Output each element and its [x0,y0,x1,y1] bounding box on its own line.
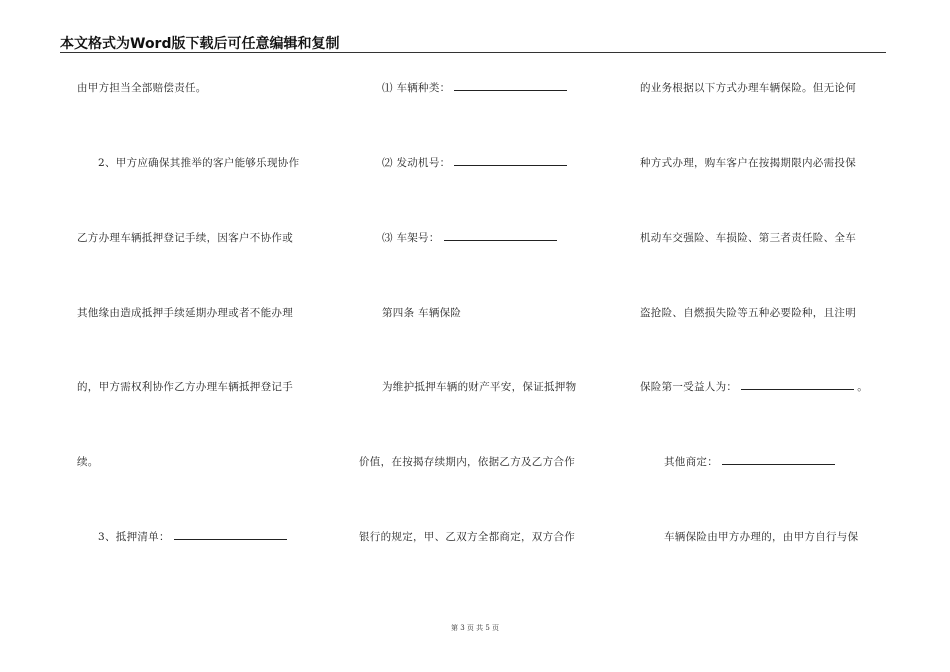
other-agreement-label: 其他商定： [664,456,718,468]
frame-number-label: ⑶ 车架号： [382,232,440,244]
mortgage-list-blank [174,530,287,540]
col1-line-6: 续。 [77,456,99,468]
header-divider [60,52,886,53]
col2-line-3 [382,230,557,245]
col3-line-6 [664,454,835,469]
col1-line-5: 的，甲方需权利协作乙方办理车辆抵押登记手 [77,381,293,393]
other-agreement-blank [722,455,835,465]
col1-line-4: 其他缘由造成抵押手续延期办理或者不能办理 [77,307,293,319]
col2-line-7: 银行的规定，甲、乙双方全都商定，双方合作 [359,531,575,543]
col3-line-7: 车辆保险由甲方办理的，由甲方自行与保 [664,531,859,543]
col1-line-3: 乙方办理车辆抵押登记手续，因客户不协作或 [77,232,293,244]
engine-number-blank [454,156,567,166]
mortgage-list-label: 3、抵押清单： [98,531,170,543]
vehicle-type-blank [454,81,567,91]
beneficiary-label: 保险第一受益人为： [640,381,738,393]
col3-line-5 [640,379,868,394]
beneficiary-blank [741,380,854,390]
col1-line-2: 2、甲方应确保其推举的客户能够乐现协作 [98,157,300,169]
page-number-footer: 第 3 页 共 5 页 [450,624,500,632]
col2-line-6: 价值，在按揭存续期内，依据乙方及乙方合作 [359,456,575,468]
beneficiary-period: 。 [857,381,869,393]
col2-line-4: 第四条 车辆保险 [382,307,462,319]
col2-line-2 [382,155,567,170]
col2-line-1 [382,80,567,95]
col2-line-5: 为维护抵押车辆的财产平安，保证抵押物 [382,381,577,393]
engine-number-label: ⑵ 发动机号： [382,157,451,169]
document-header-title: 本文格式为Word版下载后可任意编辑和复制 [60,36,340,52]
col3-line-2: 种方式办理，购车客户在按揭期限内必需投保 [640,157,856,169]
frame-number-blank [444,231,557,241]
col1-line-1: 由甲方担当全部赔偿责任。 [77,82,207,94]
col1-line-7 [98,529,287,544]
vehicle-type-label: ⑴ 车辆种类： [382,82,451,94]
col3-line-4: 盗抢险、自燃损失险等五种必要险种，且注明 [640,307,856,319]
col3-line-3: 机动车交强险、车损险、第三者责任险、全车 [640,232,856,244]
col3-line-1: 的业务根据以下方式办理车辆保险。但无论何 [640,82,856,94]
